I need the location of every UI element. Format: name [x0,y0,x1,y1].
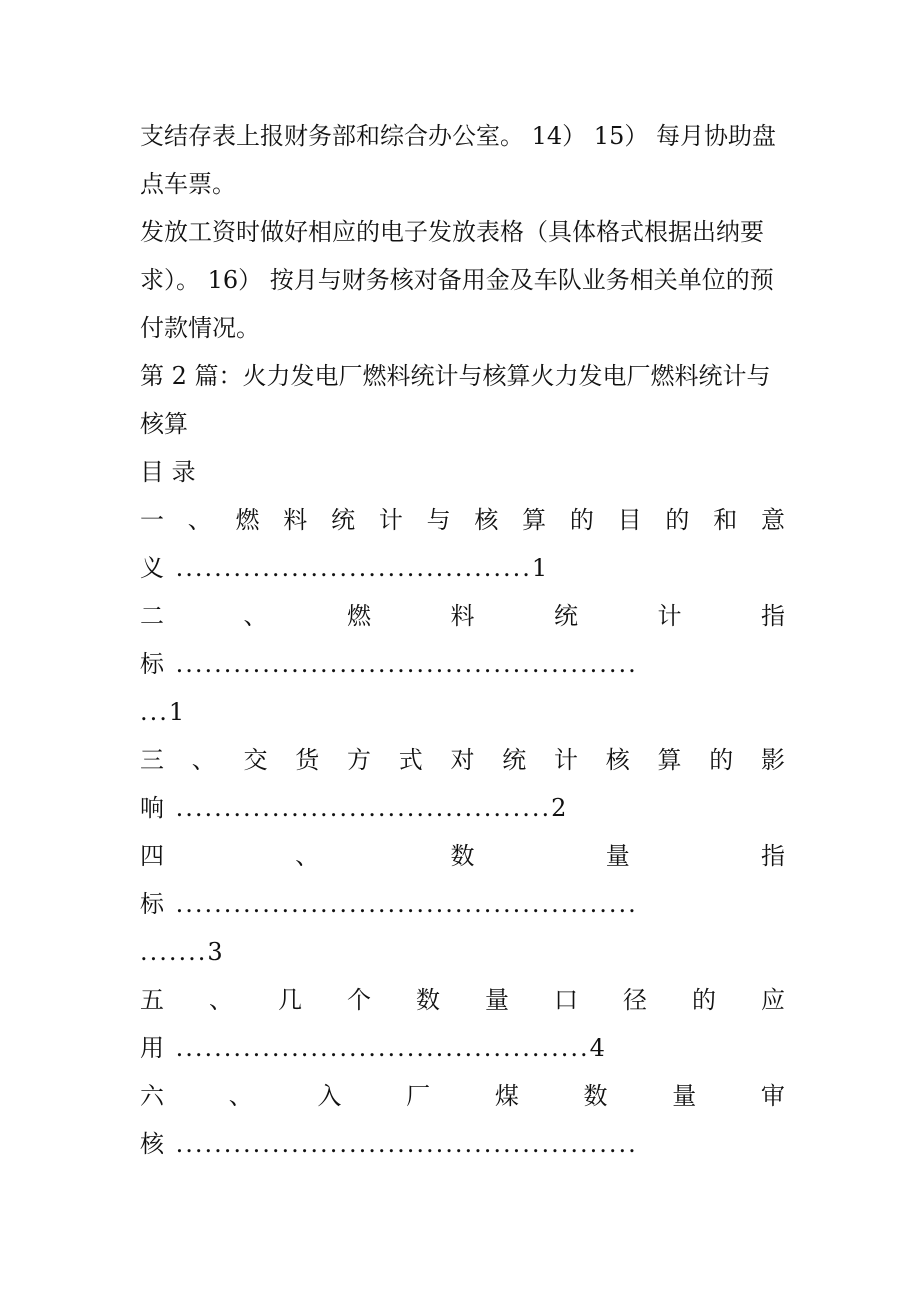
toc-char: 、 [187,506,212,534]
toc-char: 核 [605,746,630,774]
toc-char: 三 [140,746,164,774]
toc-char: 料 [450,602,475,630]
toc-char: 、 [228,1082,253,1110]
toc-char: 厂 [406,1082,431,1110]
toc-char: 计 [554,746,578,774]
toc-entry-title[interactable] [140,500,785,540]
toc-char: 数 [416,986,440,1014]
toc-char: 与 [426,506,451,534]
toc-char: 料 [283,506,308,534]
toc-char: 指 [761,602,785,630]
toc-entry-leader[interactable]: 用 ...........................................4 [140,1034,607,1062]
toc-char: 算 [522,506,547,534]
toc-char: 六 [140,1082,164,1110]
toc-char: 五 [140,986,164,1014]
toc-char: 影 [761,746,785,774]
paragraph-line: 发放工资时做好相应的电子发放表格（具体格式根据出纳要 [140,218,764,246]
toc-char: 、 [209,986,233,1014]
toc-entry-title[interactable] [140,836,785,876]
toc-char: 燃 [347,602,371,630]
section-heading-line: 核算 [140,410,188,438]
toc-char: 个 [347,986,371,1014]
toc-char: 几 [278,986,302,1014]
toc-char: 、 [295,842,320,870]
toc-char: 、 [243,602,268,630]
toc-char: 的 [665,506,690,534]
toc-entry-leader[interactable]: 标 ................................................ [140,650,638,678]
toc-char: 式 [398,746,423,774]
toc-char: 目 [617,506,642,534]
toc-entry-page[interactable]: .......3 [140,938,225,966]
toc-title: 目 录 [140,458,196,486]
toc-char: 的 [569,506,594,534]
toc-char: 数 [583,1082,608,1110]
paragraph-line: 付款情况。 [140,314,260,342]
toc-entry-title[interactable] [140,740,785,780]
toc-char: 算 [657,746,682,774]
toc-entry-title[interactable] [140,1076,785,1116]
toc-char: 径 [623,986,647,1014]
section-heading-line: 第 2 篇：火力发电厂燃料统计与核算火力发电厂燃料统计与 [140,362,771,390]
toc-char: 计 [378,506,403,534]
toc-char: 量 [485,986,509,1014]
toc-char: 统 [554,602,578,630]
toc-char: 量 [605,842,630,870]
paragraph-line: 支结存表上报财务部和综合办公室。 14） 15） 每月协助盘 [140,122,776,150]
toc-char: 一 [140,506,164,534]
toc-char: 口 [554,986,578,1014]
toc-char: 、 [191,746,216,774]
toc-char: 审 [760,1082,785,1110]
toc-char: 的 [709,746,734,774]
paragraph-line: 求）。 16） 按月与财务核对备用金及车队业务相关单位的预 [140,266,774,294]
toc-entry-page[interactable]: ...1 [140,698,187,726]
toc-char: 二 [140,602,164,630]
toc-char: 和 [713,506,738,534]
toc-char: 量 [672,1082,697,1110]
toc-char: 数 [450,842,475,870]
toc-char: 意 [760,506,785,534]
toc-char: 交 [243,746,268,774]
toc-char: 计 [657,602,682,630]
toc-char: 对 [450,746,475,774]
toc-char: 核 [474,506,499,534]
toc-entry-leader[interactable]: 核 ................................................ [140,1130,638,1158]
toc-char: 货 [295,746,320,774]
toc-char: 燃 [235,506,260,534]
toc-char: 统 [502,746,527,774]
toc-entry-title[interactable] [140,596,785,636]
toc-char: 的 [692,986,716,1014]
toc-entry-title[interactable] [140,980,785,1020]
toc-char: 指 [761,842,785,870]
toc-char: 四 [140,842,164,870]
toc-char: 统 [331,506,356,534]
paragraph-line: 点车票。 [140,170,236,198]
toc-char: 煤 [494,1082,519,1110]
toc-entry-leader[interactable]: 响 .......................................2 [140,794,569,822]
toc-entry-leader[interactable]: 标 ................................................ [140,890,638,918]
toc-char: 应 [761,986,785,1014]
toc-char: 入 [317,1082,342,1110]
toc-entry-leader[interactable]: 义 .....................................1 [140,554,550,582]
toc-char: 方 [347,746,371,774]
